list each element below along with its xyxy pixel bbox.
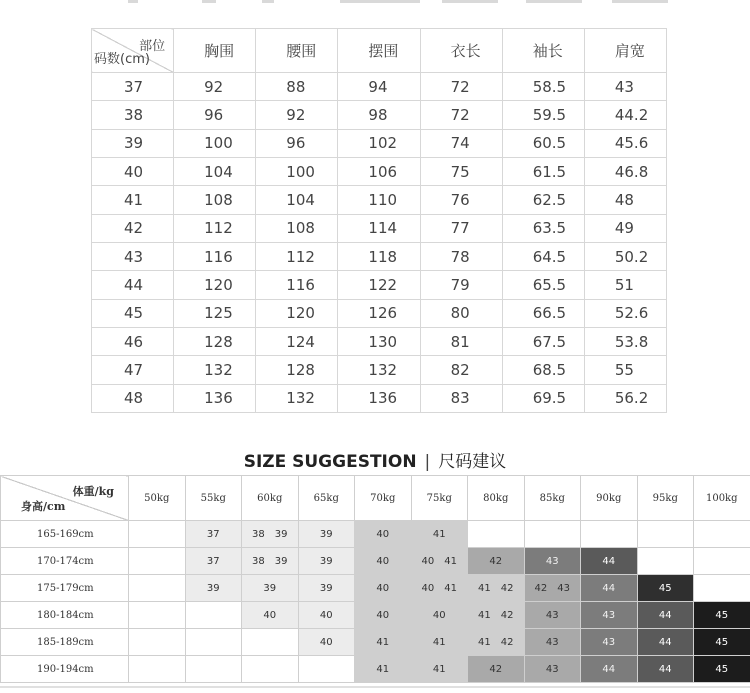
- suggested-size: 41: [432, 663, 446, 675]
- suggestion-cell: [129, 521, 186, 548]
- suggested-size: 39: [319, 555, 333, 567]
- suggestion-cell: [581, 521, 638, 548]
- measurement-cell: 72: [420, 101, 502, 129]
- measurement-cell: 60.5: [502, 129, 584, 157]
- suggested-size: 38: [252, 528, 265, 540]
- suggestion-cell: [298, 656, 355, 683]
- suggested-size: 41: [376, 663, 390, 675]
- measurement-cell: 112: [174, 214, 256, 242]
- suggestion-cell: [242, 521, 299, 548]
- measurement-cell: 118: [338, 242, 420, 270]
- table-row: [1, 575, 750, 602]
- suggestion-cell: [468, 602, 525, 629]
- suggestion-cell: [581, 629, 638, 656]
- suggestion-cell: [411, 548, 468, 575]
- size-code-cell: 48: [92, 384, 174, 412]
- size-chart-table: [91, 28, 667, 413]
- weight-header: 90kg: [581, 476, 638, 521]
- measurement-cell: 126: [338, 299, 420, 327]
- suggestion-cell: [411, 602, 468, 629]
- suggested-size: 45: [658, 582, 672, 594]
- suggested-size: 42: [534, 582, 548, 594]
- measurement-cell: 132: [338, 356, 420, 384]
- suggested-size: 42: [489, 555, 503, 567]
- suggested-size: 41: [432, 528, 446, 540]
- suggestion-cell: [185, 575, 242, 602]
- measurement-cell: 83: [420, 384, 502, 412]
- size-suggestion-table: [0, 475, 750, 683]
- suggestion-cell: [637, 629, 694, 656]
- suggestion-cell: [355, 629, 412, 656]
- size-chart-header-row: [92, 29, 667, 73]
- table-row: [92, 73, 667, 101]
- table-row: [92, 186, 667, 214]
- measurement-cell: 120: [174, 271, 256, 299]
- suggestion-cell: [355, 548, 412, 575]
- measurement-cell: 61.5: [502, 157, 584, 185]
- suggested-size: 42: [500, 609, 514, 621]
- suggested-size: 41: [478, 582, 491, 594]
- suggested-size: 42: [500, 582, 514, 594]
- suggestion-cell: [694, 629, 750, 656]
- suggested-size: 37: [206, 555, 220, 567]
- size-code-cell: 43: [92, 242, 174, 270]
- suggested-size: 40: [263, 609, 277, 621]
- suggestion-cell: [129, 629, 186, 656]
- suggestion-cell: [298, 629, 355, 656]
- measurement-cell: 65.5: [502, 271, 584, 299]
- height-label: 175-179cm: [1, 575, 129, 602]
- size-code-cell: 47: [92, 356, 174, 384]
- corner-label-height: 身高/cm: [21, 500, 66, 513]
- size-code-cell: 40: [92, 157, 174, 185]
- measurement-cell: 124: [256, 327, 338, 355]
- suggested-size: 37: [206, 528, 220, 540]
- suggestion-cell: [411, 629, 468, 656]
- measurement-cell: 44.2: [584, 101, 666, 129]
- height-label: 165-169cm: [1, 521, 129, 548]
- measurement-cell: 114: [338, 214, 420, 242]
- suggestion-cell: [242, 656, 299, 683]
- measurement-cell: 68.5: [502, 356, 584, 384]
- size-chart-corner: [92, 29, 174, 73]
- title-cn: 尺码建议: [438, 452, 507, 472]
- suggestion-cell: [694, 548, 750, 575]
- suggestion-cell: [694, 656, 750, 683]
- measurement-cell: 76: [420, 186, 502, 214]
- suggestion-cell: [524, 629, 581, 656]
- suggestion-cell: [524, 575, 581, 602]
- measurement-cell: 78: [420, 242, 502, 270]
- size-code-cell: 42: [92, 214, 174, 242]
- suggested-size: 38: [252, 555, 265, 567]
- header-shoulder: 肩宽: [584, 29, 666, 73]
- measurement-cell: 82: [420, 356, 502, 384]
- table-row: [1, 656, 750, 683]
- measurement-cell: 63.5: [502, 214, 584, 242]
- measurement-cell: 96: [256, 129, 338, 157]
- header-hem: 摆围: [338, 29, 420, 73]
- height-label: 185-189cm: [1, 629, 129, 656]
- measurement-cell: 52.6: [584, 299, 666, 327]
- suggestion-cell: [242, 629, 299, 656]
- suggested-size: 43: [557, 582, 570, 594]
- title-en: SIZE SUGGESTION: [243, 452, 417, 472]
- measurement-cell: 108: [174, 186, 256, 214]
- measurement-cell: 72: [420, 73, 502, 101]
- suggestion-cell: [242, 548, 299, 575]
- corner-label-weight: 体重/kg: [72, 485, 114, 498]
- suggested-size: 43: [602, 636, 616, 648]
- measurement-cell: 122: [338, 271, 420, 299]
- suggested-size: 39: [263, 582, 277, 594]
- header-length: 衣长: [420, 29, 502, 73]
- suggestion-cell: [185, 602, 242, 629]
- weight-header: 65kg: [298, 476, 355, 521]
- suggested-size: 41: [376, 636, 390, 648]
- suggestion-cell: [242, 575, 299, 602]
- suggested-size: 45: [715, 636, 729, 648]
- size-suggestion-title: [0, 447, 750, 472]
- suggestion-cell: [355, 521, 412, 548]
- suggested-size: 41: [444, 582, 457, 594]
- measurement-cell: 45.6: [584, 129, 666, 157]
- table-row: [92, 299, 667, 327]
- suggestion-cell: [298, 575, 355, 602]
- size-code-cell: 41: [92, 186, 174, 214]
- measurement-cell: 74: [420, 129, 502, 157]
- suggested-size: 41: [478, 636, 491, 648]
- suggested-size: 40: [376, 582, 390, 594]
- suggestion-cell: [468, 575, 525, 602]
- size-chart-body: [92, 73, 667, 413]
- weight-header: 95kg: [637, 476, 694, 521]
- measurement-cell: 46.8: [584, 157, 666, 185]
- table-row: [92, 157, 667, 185]
- corner-label-size: 码数(cm): [94, 52, 150, 67]
- measurement-cell: 77: [420, 214, 502, 242]
- measurement-cell: 69.5: [502, 384, 584, 412]
- measurement-cell: 94: [338, 73, 420, 101]
- suggestion-cell: [637, 656, 694, 683]
- measurement-cell: 98: [338, 101, 420, 129]
- weight-header: 50kg: [129, 476, 186, 521]
- suggested-size: 40: [421, 555, 435, 567]
- table-row: [1, 602, 750, 629]
- suggestion-cell: [694, 521, 750, 548]
- suggestion-cell: [581, 548, 638, 575]
- measurement-cell: 130: [338, 327, 420, 355]
- suggestion-cell: [524, 548, 581, 575]
- suggestion-cell: [185, 656, 242, 683]
- measurement-cell: 49: [584, 214, 666, 242]
- measurement-cell: 56.2: [584, 384, 666, 412]
- suggestion-cell: [411, 521, 468, 548]
- suggested-size: 40: [319, 609, 333, 621]
- suggested-size: 43: [545, 609, 559, 621]
- measurement-cell: 132: [174, 356, 256, 384]
- header-waist: 腰围: [256, 29, 338, 73]
- measurement-cell: 66.5: [502, 299, 584, 327]
- measurement-cell: 92: [174, 73, 256, 101]
- measurement-cell: 125: [174, 299, 256, 327]
- size-code-cell: 46: [92, 327, 174, 355]
- suggested-size: 44: [602, 555, 616, 567]
- suggestion-cell: [129, 548, 186, 575]
- size-code-cell: 45: [92, 299, 174, 327]
- table-row: [92, 271, 667, 299]
- measurement-cell: 136: [338, 384, 420, 412]
- suggested-size: 45: [715, 609, 729, 621]
- suggested-size: 44: [602, 663, 616, 675]
- table-row: [1, 548, 750, 575]
- height-label: 190-194cm: [1, 656, 129, 683]
- weight-header: 85kg: [524, 476, 581, 521]
- measurement-cell: 106: [338, 157, 420, 185]
- height-label: 180-184cm: [1, 602, 129, 629]
- suggestion-cell: [298, 602, 355, 629]
- measurement-cell: 75: [420, 157, 502, 185]
- suggestion-cell: [468, 629, 525, 656]
- suggested-size: 40: [376, 528, 390, 540]
- suggested-size: 44: [658, 609, 672, 621]
- measurement-cell: 110: [338, 186, 420, 214]
- weight-header: 55kg: [185, 476, 242, 521]
- suggestion-header-row: [1, 476, 750, 521]
- suggested-size: 40: [432, 609, 446, 621]
- measurement-cell: 67.5: [502, 327, 584, 355]
- suggested-size: 40: [421, 582, 435, 594]
- measurement-cell: 80: [420, 299, 502, 327]
- height-label: 170-174cm: [1, 548, 129, 575]
- weight-header: 75kg: [411, 476, 468, 521]
- suggested-size: 40: [376, 609, 390, 621]
- table-row: [92, 356, 667, 384]
- suggested-size: 39: [319, 528, 333, 540]
- suggestion-cell: [298, 521, 355, 548]
- suggested-size: 44: [602, 582, 616, 594]
- measurement-cell: 58.5: [502, 73, 584, 101]
- table-row: [92, 242, 667, 270]
- suggestion-cell: [468, 548, 525, 575]
- suggestion-cell: [242, 602, 299, 629]
- header-sleeve: 袖长: [502, 29, 584, 73]
- suggested-size: 41: [444, 555, 457, 567]
- measurement-cell: 102: [338, 129, 420, 157]
- measurement-cell: 88: [256, 73, 338, 101]
- suggested-size: 42: [489, 663, 503, 675]
- header-chest: 胸围: [174, 29, 256, 73]
- suggested-size: 43: [602, 609, 616, 621]
- suggestion-cell: [411, 575, 468, 602]
- suggestion-cell: [129, 602, 186, 629]
- weight-header: 80kg: [468, 476, 525, 521]
- suggestion-cell: [637, 548, 694, 575]
- suggestion-cell: [581, 575, 638, 602]
- measurement-cell: 128: [174, 327, 256, 355]
- suggested-size: 40: [376, 555, 390, 567]
- suggestion-cell: [129, 575, 186, 602]
- suggestion-cell: [129, 656, 186, 683]
- measurement-cell: 108: [256, 214, 338, 242]
- measurement-cell: 136: [174, 384, 256, 412]
- measurement-cell: 59.5: [502, 101, 584, 129]
- table-row: [1, 629, 750, 656]
- measurement-cell: 112: [256, 242, 338, 270]
- suggested-size: 40: [319, 636, 333, 648]
- suggestion-cell: [581, 602, 638, 629]
- suggested-size: 39: [274, 555, 288, 567]
- measurement-cell: 120: [256, 299, 338, 327]
- suggestion-cell: [694, 575, 750, 602]
- measurement-cell: 43: [584, 73, 666, 101]
- measurement-cell: 116: [174, 242, 256, 270]
- suggestion-corner: [1, 476, 129, 521]
- table-row: [92, 327, 667, 355]
- weight-header: 70kg: [355, 476, 412, 521]
- measurement-cell: 104: [256, 186, 338, 214]
- table-row: [92, 384, 667, 412]
- suggested-size: 41: [432, 636, 446, 648]
- weight-header: 60kg: [242, 476, 299, 521]
- table-row: [92, 214, 667, 242]
- measurement-cell: 51: [584, 271, 666, 299]
- measurement-cell: 79: [420, 271, 502, 299]
- suggestion-cell: [524, 521, 581, 548]
- top-image-edge: [0, 0, 750, 6]
- measurement-cell: 62.5: [502, 186, 584, 214]
- suggestion-cell: [694, 602, 750, 629]
- suggestion-cell: [355, 575, 412, 602]
- size-code-cell: 39: [92, 129, 174, 157]
- suggested-size: 43: [545, 636, 559, 648]
- measurement-cell: 96: [174, 101, 256, 129]
- weight-header: 100kg: [694, 476, 750, 521]
- measurement-cell: 92: [256, 101, 338, 129]
- corner-label-part: 部位: [139, 39, 166, 54]
- suggested-size: 41: [478, 609, 491, 621]
- suggestion-cell: [581, 656, 638, 683]
- measurement-cell: 116: [256, 271, 338, 299]
- suggested-size: 44: [658, 663, 672, 675]
- suggested-size: 39: [206, 582, 220, 594]
- suggestion-cell: [355, 602, 412, 629]
- size-code-cell: 38: [92, 101, 174, 129]
- measurement-cell: 104: [174, 157, 256, 185]
- bottom-divider: [0, 686, 750, 688]
- suggested-size: 44: [658, 636, 672, 648]
- suggestion-cell: [298, 548, 355, 575]
- suggestion-body: [1, 521, 750, 683]
- suggestion-cell: [185, 521, 242, 548]
- suggested-size: 39: [274, 528, 288, 540]
- suggestion-cell: [468, 521, 525, 548]
- suggestion-cell: [411, 656, 468, 683]
- suggested-size: 43: [545, 555, 559, 567]
- table-row: [92, 129, 667, 157]
- size-code-cell: 37: [92, 73, 174, 101]
- suggestion-cell: [637, 521, 694, 548]
- measurement-cell: 81: [420, 327, 502, 355]
- measurement-cell: 55: [584, 356, 666, 384]
- suggested-size: 45: [715, 663, 729, 675]
- title-separator: |: [424, 452, 431, 472]
- suggestion-cell: [185, 548, 242, 575]
- measurement-cell: 128: [256, 356, 338, 384]
- measurement-cell: 48: [584, 186, 666, 214]
- table-row: [92, 101, 667, 129]
- measurement-cell: 64.5: [502, 242, 584, 270]
- measurement-cell: 100: [174, 129, 256, 157]
- size-code-cell: 44: [92, 271, 174, 299]
- suggestion-cell: [637, 575, 694, 602]
- measurement-cell: 132: [256, 384, 338, 412]
- suggested-size: 42: [500, 636, 514, 648]
- measurement-cell: 53.8: [584, 327, 666, 355]
- suggested-size: 39: [319, 582, 333, 594]
- suggestion-cell: [355, 656, 412, 683]
- suggestion-cell: [524, 656, 581, 683]
- suggestion-cell: [524, 602, 581, 629]
- measurement-cell: 100: [256, 157, 338, 185]
- suggestion-cell: [468, 656, 525, 683]
- measurement-cell: 50.2: [584, 242, 666, 270]
- table-row: [1, 521, 750, 548]
- suggested-size: 43: [545, 663, 559, 675]
- suggestion-cell: [185, 629, 242, 656]
- suggestion-cell: [637, 602, 694, 629]
